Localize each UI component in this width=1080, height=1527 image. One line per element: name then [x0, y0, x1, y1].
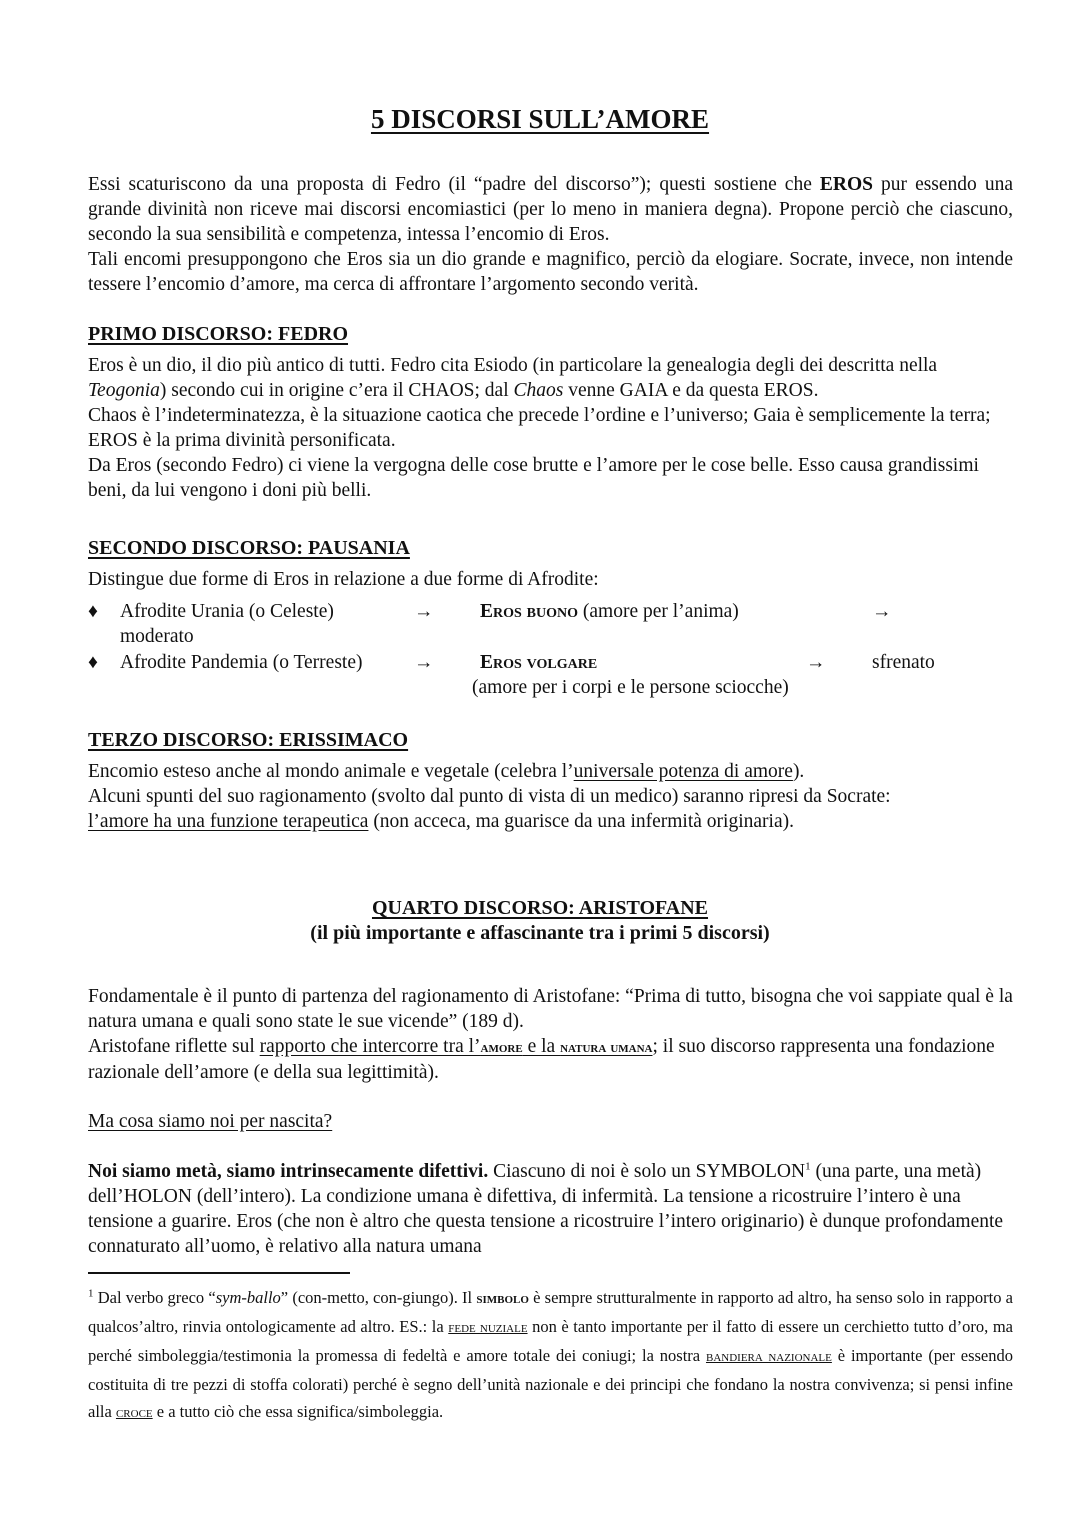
simbolo-smallcaps: simbolo: [476, 1291, 529, 1307]
erissimaco-text: Encomio esteso anche al mondo animale e vegetale (celebra l’: [88, 761, 574, 782]
fedro-teogonia-italic: Teogonia: [88, 380, 160, 401]
footnote-text: ” (con-metto, con-giungo). Il: [280, 1288, 477, 1307]
aristofane-text: Ciascuno di noi è solo un SYMBOLON: [488, 1161, 806, 1182]
page-title: 5 DISCORSI SULL’AMORE: [370, 104, 710, 134]
footnote-text: e a tutto ciò che essa significa/simboleggia.: [152, 1402, 444, 1421]
intro-paragraph-2: Tali encomi presuppongono che Eros sia un dio grande e magnifico, perciò da elogiare. Socrate, invece, non intende tessere l’encomio d’amore, ma cerca di affrontare l’argomento secondo verità.: [88, 249, 1013, 295]
intro-eros-bold: EROS: [819, 174, 874, 195]
aristofane-paragraph-3: [88, 1159, 1013, 1259]
erissimaco-underline: universale potenza di amore: [573, 761, 793, 782]
bullet-icon: ♦: [88, 652, 98, 673]
fedro-paragraph-2: Chaos è l’indeterminatezza, è la situazione caotica che precede l’ordine e l’universo; Gaia è semplicemente la terra; EROS è la prima divinità personificata.: [88, 405, 991, 451]
aristofane-text: Aristofane riflette sul: [88, 1036, 260, 1057]
arrow-icon: →: [414, 601, 434, 622]
pausania-section: [88, 536, 1013, 592]
footnote-text: è sempre strutturalmente in rapporto ad altro, ha senso solo in rapporto a qualcos’altro, rinvia ontologicamente ad altro. ES.: la: [88, 1288, 1014, 1336]
fedro-chaos-italic: Chaos: [513, 380, 564, 401]
eros-buono-label: Eros buono: [480, 601, 579, 622]
eros-buono: [480, 599, 739, 624]
eros-buono-desc: (amore per l’anima): [578, 601, 739, 622]
footnote-divider: [88, 1272, 350, 1274]
afrodite-pandemia: Afrodite Pandemia (o Terreste): [120, 652, 363, 673]
afrodite-urania: Afrodite Urania (o Celeste): [120, 601, 334, 622]
croce-underline: croce: [115, 1405, 153, 1421]
aristofane-bold: Noi siamo metà, siamo intrinsecamente difettivi.: [88, 1161, 489, 1182]
aristofane-underline-text: e la: [522, 1036, 561, 1057]
aristofane-heading: QUARTO DISCORSO: ARISTOFANE: [371, 897, 709, 919]
bullet-icon: ♦: [88, 601, 98, 622]
aristofane-underline: [260, 1036, 653, 1057]
footnote: [88, 1284, 1013, 1427]
fedro-text: venne GAIA e da questa EROS.: [563, 380, 819, 401]
pausania-heading: SECONDO DISCORSO: PAUSANIA: [88, 537, 410, 559]
footnote-ref[interactable]: 1: [805, 1160, 811, 1173]
aristofane-text: ; il suo discorso rappresenta una fondazione razionale dell’amore (e della sua legittimità).: [88, 1036, 995, 1083]
aristofane-subheading: (il più importante e affascinante tra i primi 5 discorsi): [310, 922, 770, 944]
fedro-paragraph-1: [88, 353, 1013, 403]
amore-smallcaps: amore: [480, 1039, 523, 1056]
intro-section: [88, 172, 1013, 297]
fedro-section: [88, 322, 1013, 503]
erissimaco-text: (non acceca, ma guarisce da una infermità originaria).: [368, 811, 794, 832]
footnote-text: non è tanto importante per il fatto di essere un cerchietto tutto d’oro, ma perché simboleggia/testimonia la promessa di fedeltà e amore totale dei coniugi; la nostra: [88, 1317, 1013, 1365]
footnote-text: è importante (per essendo costituita di tre pezzi di stoffa colorati) perché è segno dell’unità nazionale e dei principi che fondano la nostra convivenza; si pensi infine alla: [88, 1346, 1013, 1421]
eros-volgare-desc: (amore per i corpi e le persone sciocche): [472, 677, 789, 698]
fede-nuziale-underline: fede nuziale: [448, 1320, 528, 1336]
bandiera-nazionale-underline: bandiera nazionale: [705, 1349, 832, 1365]
erissimaco-paragraph-1: [88, 759, 1013, 784]
fedro-heading: PRIMO DISCORSO: FEDRO: [88, 323, 349, 345]
footnote-text: Dal verbo greco “: [93, 1288, 216, 1307]
sfrenato-label: sfrenato: [872, 652, 935, 673]
erissimaco-section: [88, 728, 1013, 834]
fedro-text: Eros è un dio, il dio più antico di tutti. Fedro cita Esiodo (in particolare la genealogia degli dei descritta nella: [88, 355, 938, 376]
eros-volgare-label: Eros volgare: [480, 652, 598, 673]
erissimaco-paragraph-2: Alcuni spunti del suo ragionamento (svolto dal punto di vista di un medico) saranno ripresi da Socrate:: [88, 786, 891, 807]
moderato-label: moderato: [120, 626, 194, 647]
erissimaco-underline: l’amore ha una funzione terapeutica: [88, 811, 369, 832]
pausania-intro: Distingue due forme di Eros in relazione a due forme di Afrodite:: [88, 569, 599, 590]
aristofane-underline-text: rapporto che intercorre tra l’: [259, 1036, 481, 1057]
fedro-paragraph-3: Da Eros (secondo Fedro) ci viene la vergogna delle cose brutte e l’amore per le cose belle. Esso causa grandissimi beni, da lui vengono i doni più belli.: [88, 455, 979, 501]
erissimaco-heading: TERZO DISCORSO: ERISSIMACO: [88, 729, 409, 751]
natura-umana-smallcaps: natura umana: [560, 1039, 653, 1056]
aristofane-paragraph-3-block: [88, 1159, 1013, 1259]
aristofane-question: Ma cosa siamo noi per nascita?: [88, 1111, 333, 1132]
footnote-italic: sym-ballo: [215, 1288, 281, 1307]
fedro-text: ) secondo cui in origine c’era il CHAOS; dal: [159, 380, 514, 401]
footnote-number: 1: [88, 1287, 94, 1300]
aristofane-paragraph-2: [88, 1034, 1013, 1085]
arrow-icon: →: [806, 652, 826, 673]
intro-paragraph-1: [88, 172, 1013, 247]
intro-text: Essi scaturiscono da una proposta di Fedro (il “padre del discorso”); questi sostiene che: [88, 174, 820, 195]
intro-text: pur essendo una grande divinità non riceve mai discorsi encomiastici (per lo meno in maniera degna). Propone perciò che ciascuno, secondo la sua sensibilità e competenza, intessa l’encomio di Eros.: [88, 174, 1013, 245]
arrow-icon: →: [872, 601, 892, 622]
arrow-icon: →: [414, 652, 434, 673]
aristofane-section: [88, 984, 1013, 1085]
aristofane-text: (una parte, una metà) dell’HOLON (dell’intero). La condizione umana è difettiva, di infermità. La tensione a ricostruire l’intero è una tensione a guarire. Eros (che non è altro che questa tensione a ricostruire l’intero originario) è dunque profondamente connaturato all’uomo, è relativo alla natura umana: [88, 1161, 1004, 1257]
erissimaco-text: ).: [792, 761, 805, 782]
aristofane-paragraph-1: Fondamentale è il punto di partenza del ragionamento di Aristofane: “Prima di tutto, bisogna che voi sappiate qual è la natura umana e quali sono state le sue vicende” (189 d).: [88, 986, 1013, 1032]
erissimaco-paragraph-3: [88, 809, 1013, 834]
aristofane-question-block: [88, 1109, 1013, 1134]
